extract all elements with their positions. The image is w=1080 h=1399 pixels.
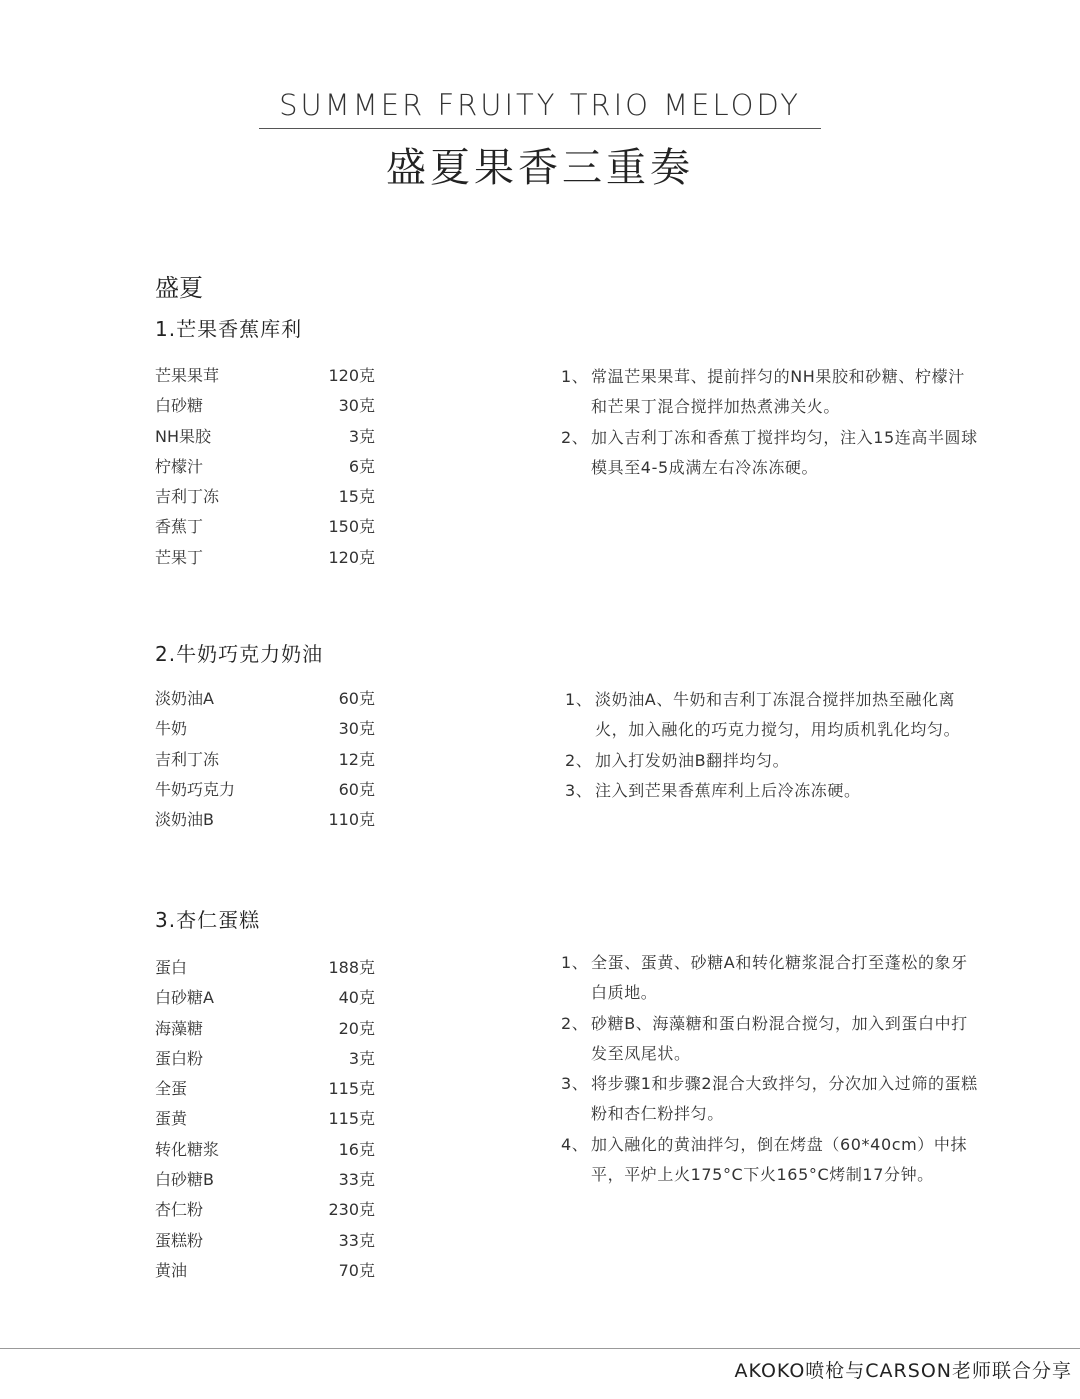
ingredient-row xyxy=(155,714,375,744)
ingredient-amount: 110克 xyxy=(328,810,375,830)
step-item xyxy=(561,362,979,423)
ingredient-amount: 115克 xyxy=(328,1079,375,1099)
ingredient-amount: 120克 xyxy=(328,547,375,567)
ingredient-list-2 xyxy=(155,684,375,835)
ingredient-amount: 33克 xyxy=(338,1170,375,1190)
ingredient-row xyxy=(155,684,375,714)
step-list-3 xyxy=(561,948,979,1190)
ingredient-list-3 xyxy=(155,953,375,1286)
ingredient-name: 黄油 xyxy=(155,1260,188,1280)
step-number: 2、 xyxy=(565,750,593,770)
step-item xyxy=(561,1009,979,1070)
ingredient-name: 芒果丁 xyxy=(155,547,204,567)
ingredient-row xyxy=(155,391,375,421)
step-item xyxy=(561,948,979,1009)
step-text: 加入打发奶油B翻拌均匀。 xyxy=(595,750,790,770)
ingredient-amount: 115克 xyxy=(328,1109,375,1129)
ingredient-amount: 3克 xyxy=(348,1048,375,1068)
ingredient-row xyxy=(155,512,375,542)
step-number: 2、 xyxy=(561,1013,589,1033)
ingredient-row xyxy=(155,1104,375,1134)
ingredient-name: 芒果果茸 xyxy=(155,366,220,385)
ingredient-name: 蛋白 xyxy=(155,958,188,977)
step-text: 全蛋、蛋黄、砂糖A和转化糖浆混合打至蓬松的象牙白质地。 xyxy=(591,953,968,1003)
ingredient-row xyxy=(155,775,375,805)
ingredient-name: 香蕉丁 xyxy=(155,517,204,537)
ingredient-name: 牛奶 xyxy=(155,719,188,739)
ingredient-amount: 60克 xyxy=(338,689,375,708)
step-number: 2、 xyxy=(561,427,589,447)
ingredient-name: 白砂糖B xyxy=(155,1170,214,1190)
step-item xyxy=(565,746,975,776)
section-title-3: 3.杏仁蛋糕 xyxy=(155,908,261,932)
ingredient-name: 牛奶巧克力 xyxy=(155,779,236,799)
step-text: 常温芒果果茸、提前拌匀的NH果胶和砂糖、柠檬汁和芒果丁混合搅拌加热煮沸关火。 xyxy=(591,367,965,417)
step-number: 1、 xyxy=(565,690,593,709)
ingredient-row xyxy=(155,1135,375,1165)
section-title-1: 1.芒果香蕉库利 xyxy=(155,317,303,341)
footer-divider xyxy=(0,1348,1080,1349)
ingredient-name: 淡奶油B xyxy=(155,810,214,830)
section-title-2: 2.牛奶巧克力奶油 xyxy=(155,642,324,666)
step-text: 注入到芒果香蕉库利上后冷冻冻硬。 xyxy=(595,780,861,800)
ingredient-row xyxy=(155,1165,375,1195)
ingredient-row xyxy=(155,805,375,835)
ingredient-name: 白砂糖 xyxy=(155,396,204,416)
title-cn: 盛夏果香三重奏 xyxy=(386,145,694,191)
ingredient-amount: 3克 xyxy=(348,426,375,446)
ingredient-row xyxy=(155,983,375,1013)
ingredient-amount: 150克 xyxy=(328,517,375,537)
step-number: 1、 xyxy=(561,367,589,386)
ingredient-row xyxy=(155,1256,375,1286)
ingredient-name: 蛋黄 xyxy=(155,1109,188,1129)
ingredient-row xyxy=(155,543,375,573)
step-text: 淡奶油A、牛奶和吉利丁冻混合搅拌加热至融化离火，加入融化的巧克力搅匀，用均质机乳化均匀。 xyxy=(595,690,961,740)
footer-credit: AKOKO喷枪与CARSON老师联合分享 xyxy=(734,1360,1072,1382)
ingredient-row xyxy=(155,953,375,983)
ingredient-row xyxy=(155,452,375,482)
step-item xyxy=(561,1069,979,1130)
ingredient-amount: 12克 xyxy=(338,749,375,769)
ingredient-amount: 70克 xyxy=(338,1260,375,1280)
ingredient-name: 白砂糖A xyxy=(155,988,214,1008)
step-item xyxy=(565,685,975,746)
ingredient-row xyxy=(155,1014,375,1044)
step-list-2 xyxy=(565,685,975,806)
step-text: 将步骤1和步骤2混合大致拌匀，分次加入过筛的蛋糕粉和杏仁粉拌匀。 xyxy=(591,1074,978,1124)
ingredient-list-1 xyxy=(155,361,375,573)
ingredient-name: 蛋糕粉 xyxy=(155,1230,204,1250)
ingredient-row xyxy=(155,1195,375,1225)
step-number: 3、 xyxy=(565,780,593,800)
ingredient-amount: 120克 xyxy=(328,366,375,385)
ingredient-amount: 230克 xyxy=(328,1200,375,1220)
ingredient-row xyxy=(155,1074,375,1104)
ingredient-name: 全蛋 xyxy=(155,1079,188,1099)
ingredient-amount: 20克 xyxy=(338,1018,375,1038)
ingredient-amount: 30克 xyxy=(338,396,375,416)
ingredient-name: 海藻糖 xyxy=(155,1018,204,1038)
category-label: 盛夏 xyxy=(155,274,203,302)
ingredient-name: 吉利丁冻 xyxy=(155,487,220,507)
ingredient-row xyxy=(155,422,375,452)
step-text: 加入吉利丁冻和香蕉丁搅拌均匀，注入15连高半圆球模具至4-5成满左右冷冻冻硬。 xyxy=(591,427,978,477)
ingredient-amount: 33克 xyxy=(338,1230,375,1250)
ingredient-name: 淡奶油A xyxy=(155,689,214,708)
ingredient-amount: 188克 xyxy=(328,958,375,977)
ingredient-amount: 6克 xyxy=(348,456,375,476)
ingredient-name: NH果胶 xyxy=(155,426,212,446)
ingredient-row xyxy=(155,482,375,512)
title-en: SUMMER FRUITY TRIO MELODY xyxy=(279,88,801,122)
ingredient-row xyxy=(155,1044,375,1074)
step-text: 加入融化的黄油拌匀，倒在烤盘（60*40cm）中抹平，平炉上火175°C下火165°C烤制17分钟。 xyxy=(591,1134,968,1185)
step-text: 砂糖B、海藻糖和蛋白粉混合搅匀，加入到蛋白中打发至凤尾状。 xyxy=(591,1013,968,1063)
ingredient-amount: 16克 xyxy=(338,1139,375,1159)
title-divider xyxy=(259,128,821,129)
step-number: 1、 xyxy=(561,953,589,972)
ingredient-row xyxy=(155,1226,375,1256)
step-number: 4、 xyxy=(561,1134,589,1154)
step-list-1 xyxy=(561,362,979,483)
ingredient-name: 蛋白粉 xyxy=(155,1048,204,1068)
ingredient-name: 转化糖浆 xyxy=(155,1139,220,1159)
ingredient-row xyxy=(155,361,375,391)
ingredient-name: 吉利丁冻 xyxy=(155,749,220,769)
step-item xyxy=(565,776,975,806)
ingredient-name: 杏仁粉 xyxy=(155,1200,204,1220)
step-item xyxy=(561,1130,979,1191)
step-number: 3、 xyxy=(561,1074,589,1094)
ingredient-row xyxy=(155,745,375,775)
ingredient-amount: 30克 xyxy=(338,719,375,739)
ingredient-amount: 60克 xyxy=(338,779,375,799)
ingredient-amount: 40克 xyxy=(338,988,375,1008)
step-item xyxy=(561,423,979,484)
ingredient-amount: 15克 xyxy=(338,487,375,507)
ingredient-name: 柠檬汁 xyxy=(155,456,204,476)
